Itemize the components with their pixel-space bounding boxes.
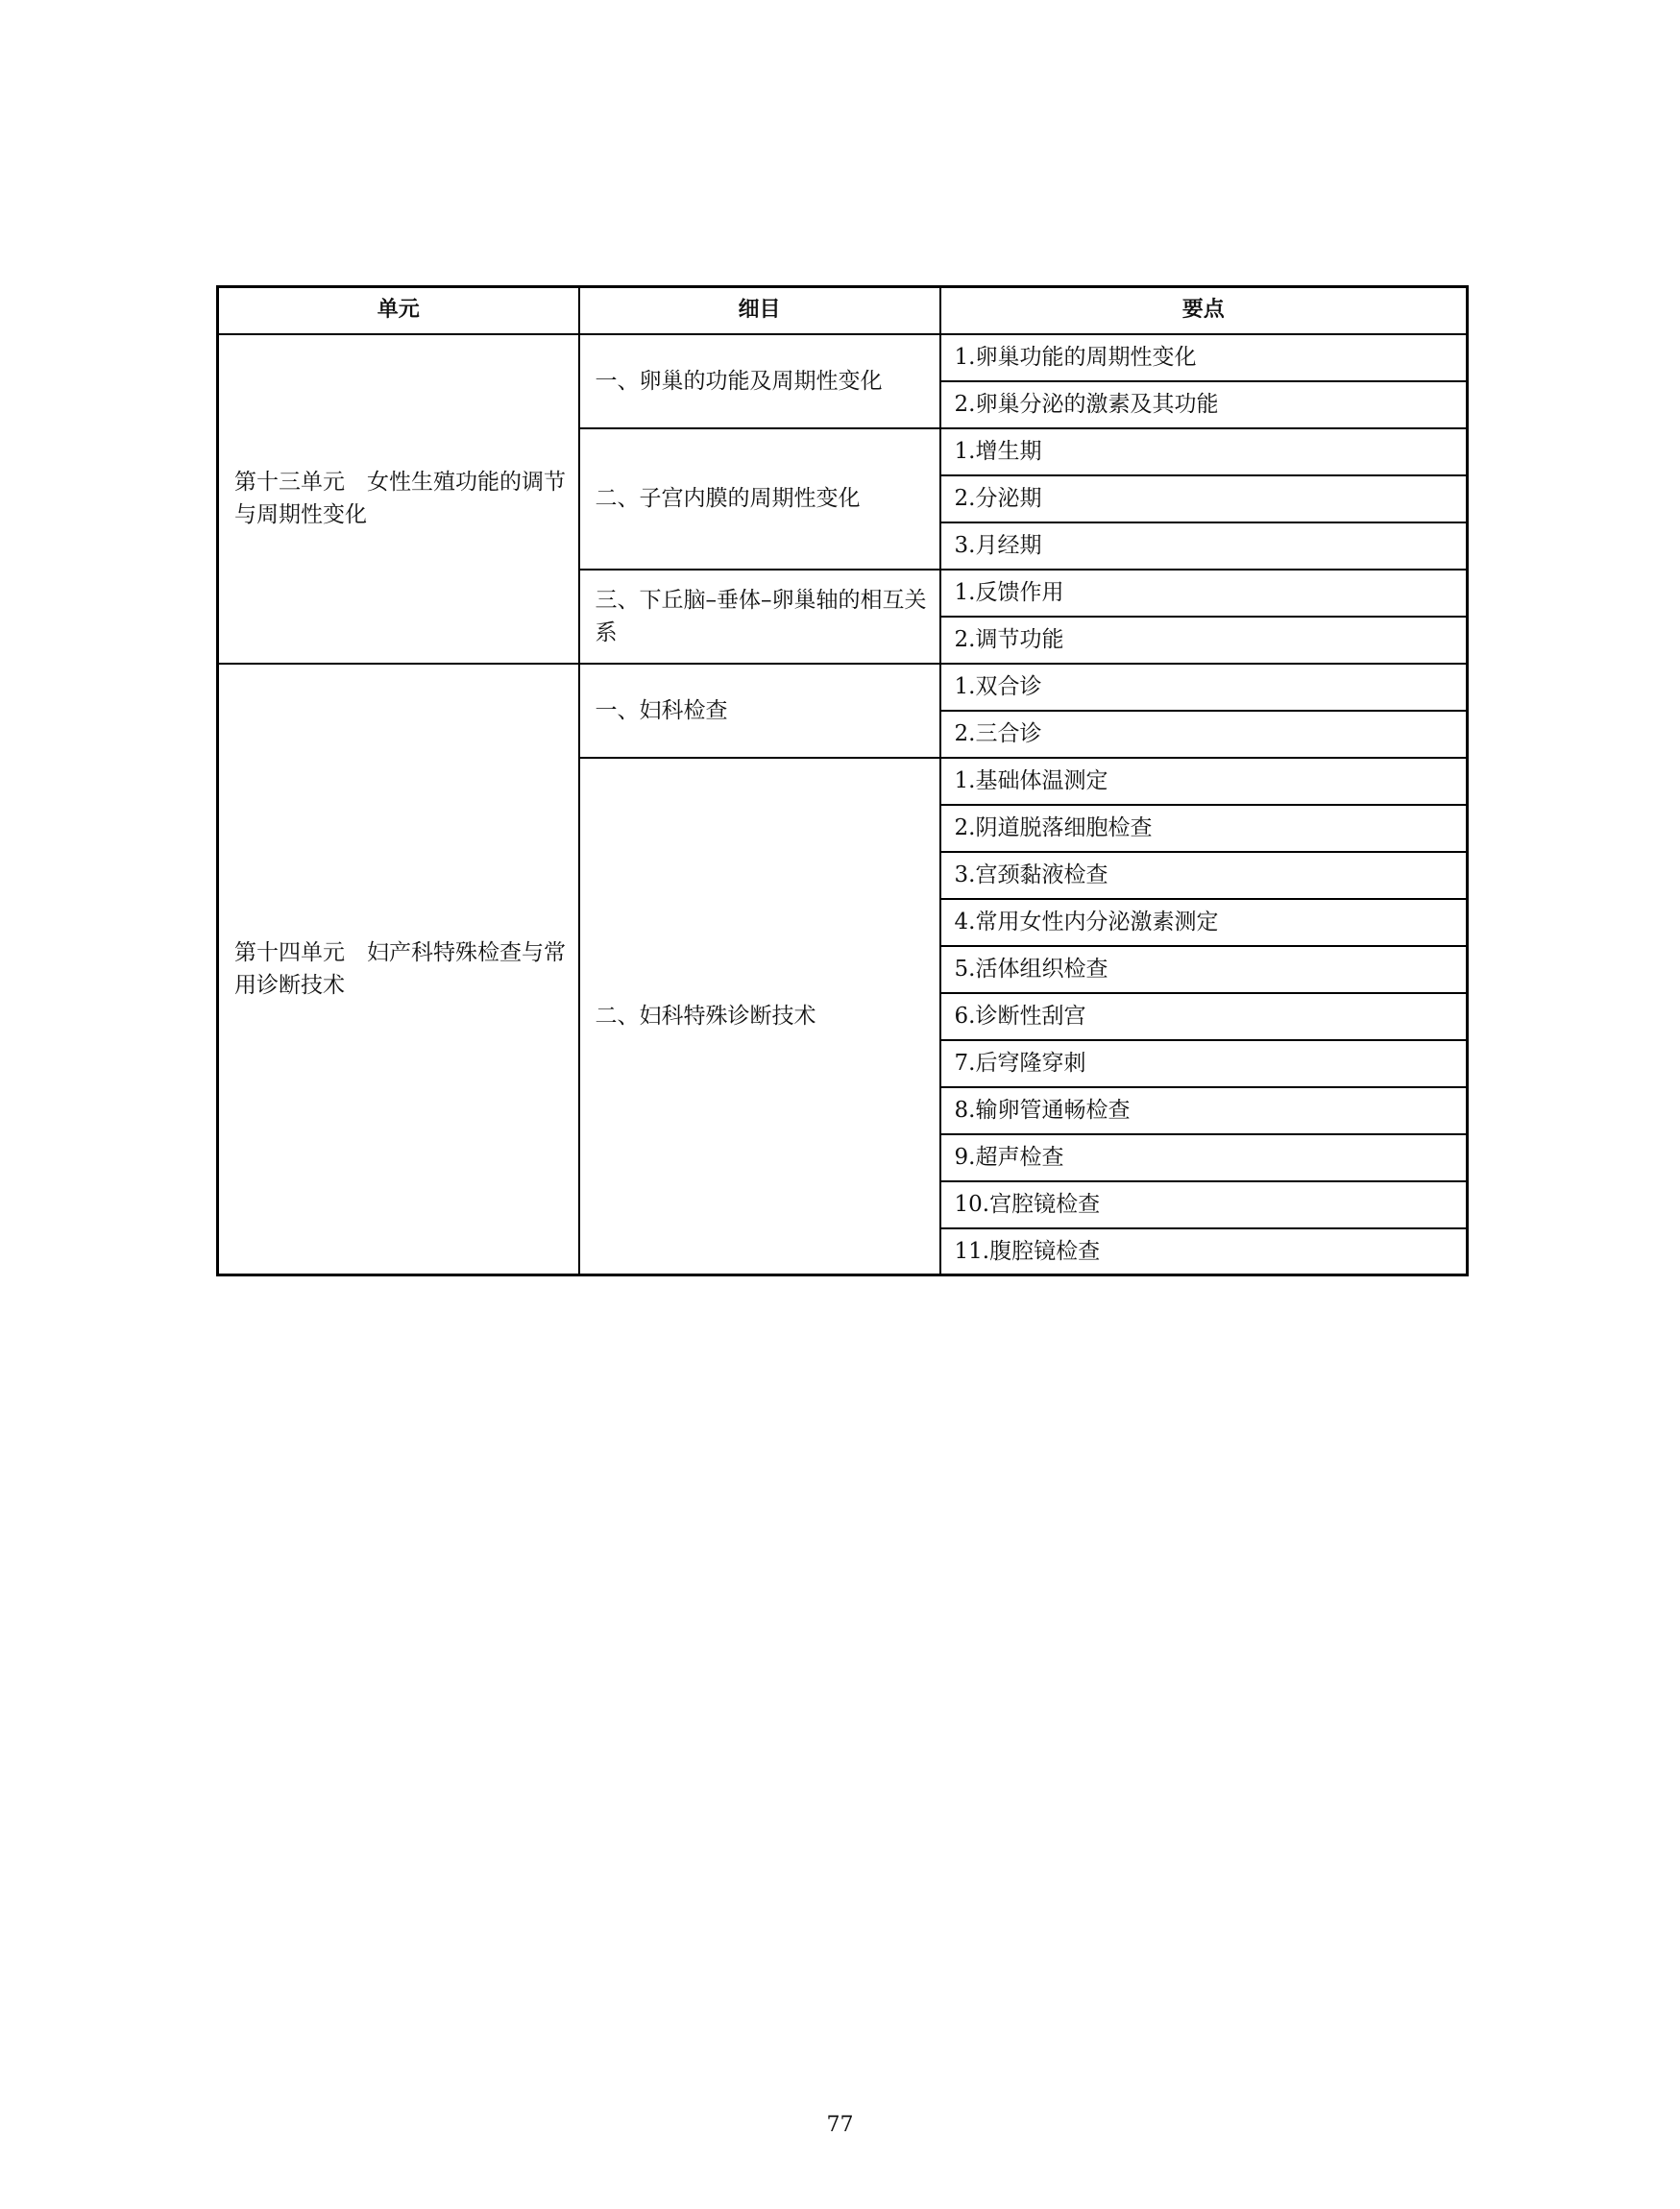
key-point-cell: 1.基础体温测定	[940, 758, 1468, 805]
unit-cell: 第十三单元 女性生殖功能的调节与周期性变化	[218, 334, 579, 664]
subitem-cell: 二、子宫内膜的周期性变化	[579, 428, 940, 570]
key-point-cell: 9.超声检查	[940, 1134, 1468, 1181]
key-point-cell: 1.增生期	[940, 428, 1468, 475]
header-subitem: 细目	[579, 287, 940, 334]
key-point-cell: 2.三合诊	[940, 711, 1468, 758]
subitem-cell: 一、卵巢的功能及周期性变化	[579, 334, 940, 428]
key-point-cell: 2.调节功能	[940, 617, 1468, 664]
key-point-cell: 8.输卵管通畅检查	[940, 1087, 1468, 1134]
subitem-cell: 三、下丘脑–垂体–卵巢轴的相互关系	[579, 570, 940, 664]
key-point-cell: 1.卵巢功能的周期性变化	[940, 334, 1468, 381]
table-row	[218, 664, 1468, 711]
key-point-cell: 2.分泌期	[940, 475, 1468, 522]
subitem-cell: 二、妇科特殊诊断技术	[579, 758, 940, 1275]
syllabus-table	[216, 285, 1469, 1276]
key-point-cell: 1.双合诊	[940, 664, 1468, 711]
unit-cell: 第十四单元 妇产科特殊检查与常用诊断技术	[218, 664, 579, 1275]
key-point-cell: 5.活体组织检查	[940, 946, 1468, 993]
header-unit: 单元	[218, 287, 579, 334]
key-point-cell: 2.卵巢分泌的激素及其功能	[940, 381, 1468, 428]
table-row	[218, 334, 1468, 381]
key-point-cell: 4.常用女性内分泌激素测定	[940, 899, 1468, 946]
key-point-cell: 1.反馈作用	[940, 570, 1468, 617]
key-point-cell: 6.诊断性刮宫	[940, 993, 1468, 1040]
key-point-cell: 3.月经期	[940, 522, 1468, 570]
key-point-cell: 7.后穹隆穿刺	[940, 1040, 1468, 1087]
key-point-cell: 10.宫腔镜检查	[940, 1181, 1468, 1228]
key-point-cell: 3.宫颈黏液检查	[940, 852, 1468, 899]
table-body	[218, 334, 1468, 1275]
header-key-points: 要点	[940, 287, 1468, 334]
key-point-cell: 2.阴道脱落细胞检查	[940, 805, 1468, 852]
key-point-cell: 11.腹腔镜检查	[940, 1228, 1468, 1275]
table-header-row	[218, 287, 1468, 334]
subitem-cell: 一、妇科检查	[579, 664, 940, 758]
page-number: 77	[826, 2113, 854, 2137]
